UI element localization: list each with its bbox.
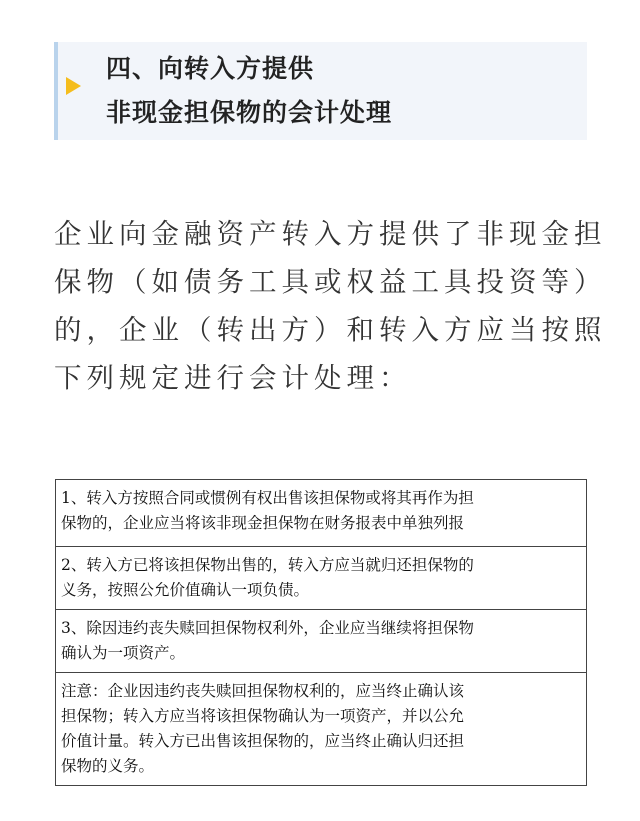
paragraph-line: 的，企业（转出方）和转入方应当按照 <box>54 314 607 346</box>
table-cell-note <box>56 673 587 786</box>
paragraph-line: 下列规定进行会计处理： <box>54 362 412 394</box>
table-cell-rule-3 <box>56 610 587 673</box>
table-row <box>56 673 587 786</box>
cell-line: 担保物；转入方应当将该担保物确认为一项资产，并以公允 <box>61 707 465 725</box>
table-cell-rule-2 <box>56 547 587 610</box>
table-row <box>56 480 587 547</box>
cell-line: 1、转入方按照合同或惯例有权出售该担保物或将其再作为担 <box>61 489 474 507</box>
triangle-marker-icon <box>66 77 81 95</box>
cell-line: 保物的义务。 <box>61 757 155 775</box>
table-cell-rule-1 <box>56 480 587 547</box>
cell-line: 确认为一项资产。 <box>61 644 186 662</box>
cell-line: 价值计量。转入方已出售该担保物的，应当终止确认归还担 <box>61 732 465 750</box>
table-row <box>56 610 587 673</box>
table-row <box>56 547 587 610</box>
section-heading-line-1: 四、向转入方提供 <box>106 54 315 83</box>
paragraph-line: 企业向金融资产转入方提供了非现金担 <box>54 218 607 250</box>
cell-line: 义务，按照公允价值确认一项负债。 <box>61 581 310 599</box>
rules-table <box>55 479 587 786</box>
paragraph-line: 保物（如债务工具或权益工具投资等） <box>54 266 607 298</box>
body-paragraph <box>54 210 607 402</box>
section-heading <box>54 42 587 140</box>
cell-line: 注意：企业因违约丧失赎回担保物权利的，应当终止确认该 <box>61 682 465 700</box>
section-heading-line-2: 非现金担保物的会计处理 <box>106 98 393 127</box>
cell-line: 保物的，企业应当将该非现金担保物在财务报表中单独列报 <box>61 514 465 532</box>
cell-line: 3、除因违约丧失赎回担保物权利外，企业应当继续将担保物 <box>61 619 474 637</box>
cell-line: 2、转入方已将该担保物出售的，转入方应当就归还担保物的 <box>61 556 474 574</box>
